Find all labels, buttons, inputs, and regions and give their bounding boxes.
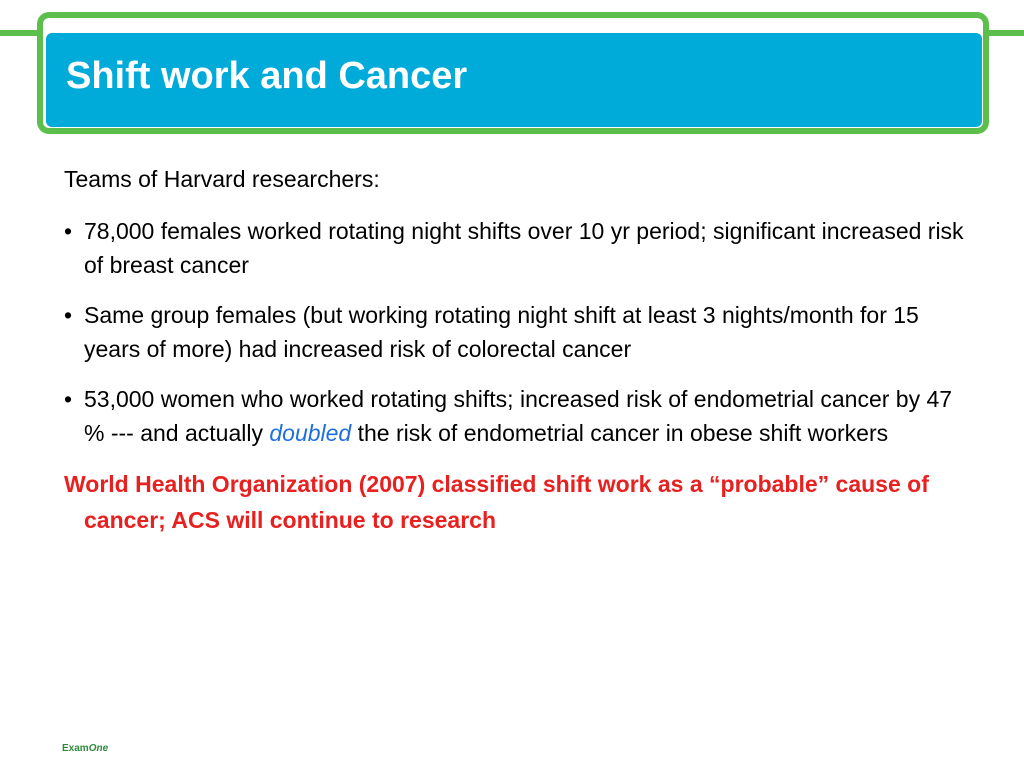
decorative-green-line-right: [986, 30, 1024, 36]
who-classification-note: World Health Organization (2007) classified shift work as a “probable” cause of cancer; ACS will continue to research: [64, 471, 929, 533]
logo-text-exam: Exam: [62, 743, 89, 754]
examone-logo: [62, 743, 108, 754]
bullet-text-start: 53,000 women who worked rotating shifts; increased risk of endometrial cancer by 47 % --- and actually: [84, 386, 953, 446]
bullet-icon: •: [64, 386, 73, 412]
bullet-emphasis: doubled: [269, 420, 352, 446]
bullet-icon: •: [64, 302, 73, 328]
intro-text: Teams of Harvard researchers:: [64, 166, 380, 192]
bullet-item: [64, 298, 964, 366]
logo-text-one: One: [88, 743, 109, 754]
slide-title: Shift work and Cancer: [66, 55, 468, 97]
bullet-icon: •: [64, 218, 73, 244]
bullet-item: [64, 382, 964, 450]
bullet-text: 78,000 females worked rotating night shifts over 10 yr period; significant increased risk of breast cancer: [84, 218, 964, 278]
bullet-text: Same group females (but working rotating night shift at least 3 nights/month for 15 years of more) had increased risk of colorectal cancer: [84, 302, 919, 362]
slide-body: [64, 162, 964, 538]
title-bar: [46, 33, 982, 127]
bullet-item: [64, 214, 964, 282]
bullet-text-end: the risk of endometrial cancer in obese shift workers: [351, 420, 889, 446]
